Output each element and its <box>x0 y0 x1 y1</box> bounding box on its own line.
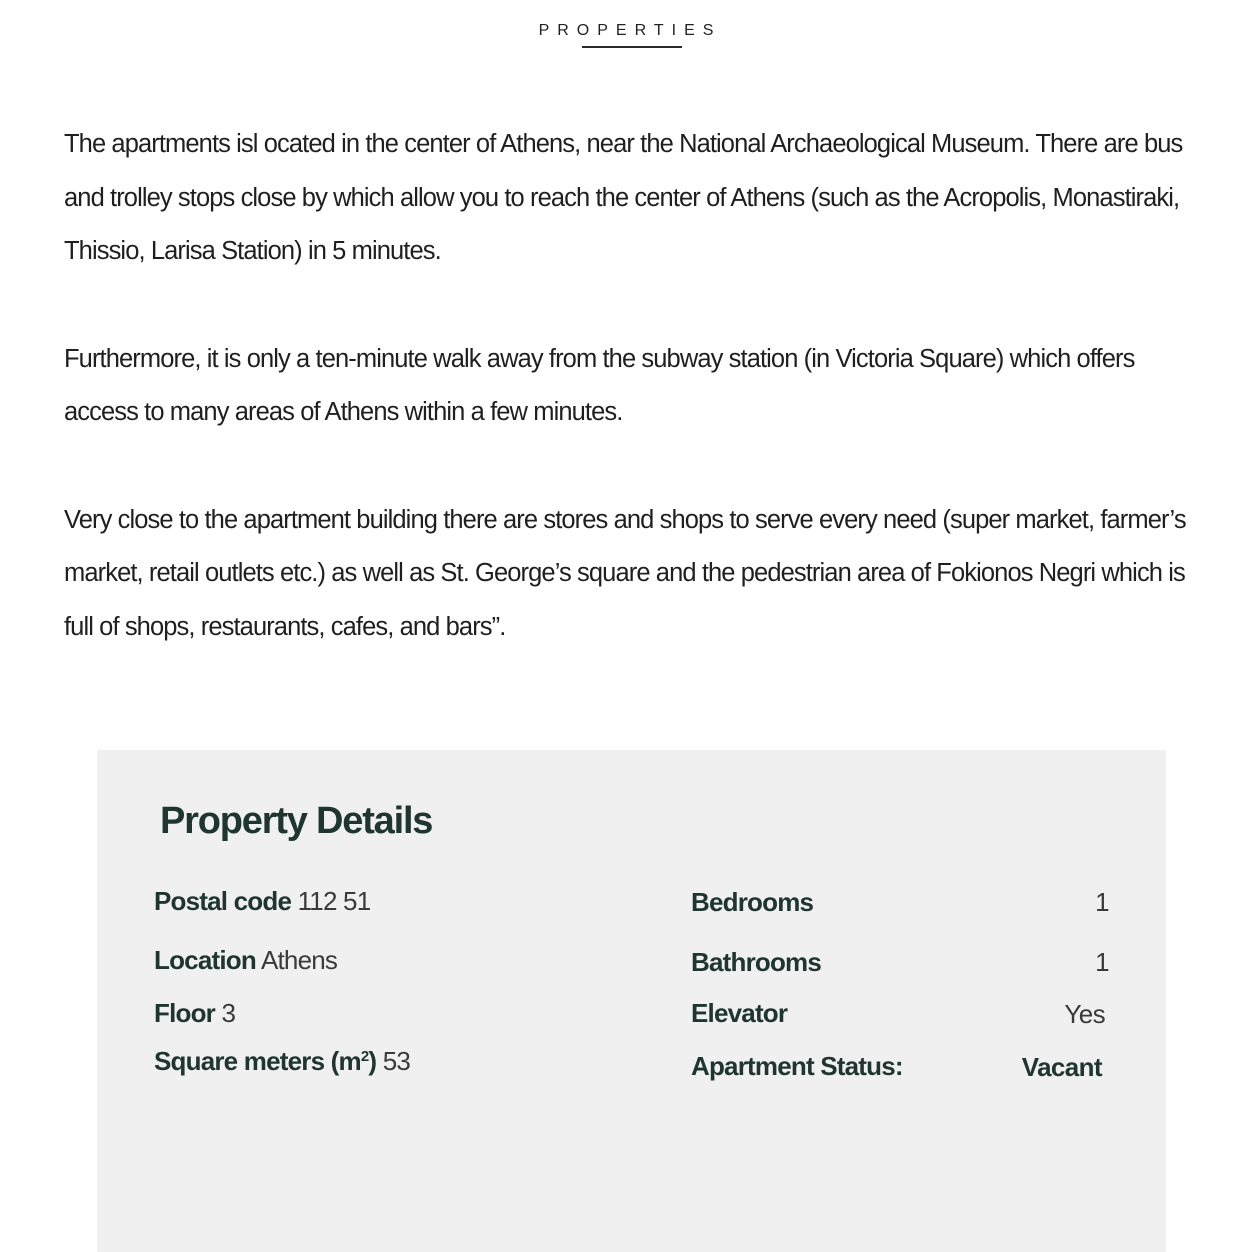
location-row <box>154 945 337 976</box>
postal-code-value: 112 51 <box>297 886 371 916</box>
floor-row <box>154 998 235 1029</box>
square-meters-label: Square meters $(m^2)$ <box>154 1046 377 1076</box>
floor-label: Floor <box>154 998 215 1028</box>
intro-paragraph-location: The apartments isl ocated in the center of Athens, near the National Archaeological Museum. There are bus and trolley stops close by which allow you to reach the center of Athens (such as the Acropolis, Monastiraki, Thissio, Larisa Station) in 5 minutes. <box>64 130 1183 265</box>
apartment-status-label: Apartment Status: <box>691 1051 903 1081</box>
bedrooms-row <box>691 887 813 918</box>
square-meters-superscript: 2 <box>360 1048 369 1065</box>
property-details-panel <box>97 750 1166 1252</box>
bedrooms-label: Bedrooms <box>691 887 814 917</box>
bathrooms-label: Bathrooms <box>691 947 822 977</box>
floor-value: 3 <box>221 998 236 1028</box>
location-value: Athens <box>260 945 338 975</box>
elevator-label: Elevator <box>691 998 788 1028</box>
property-details-title: Property Details <box>160 800 433 842</box>
title-divider <box>582 46 682 48</box>
intro-text <box>64 118 1194 708</box>
postal-code-label: Postal code <box>154 886 292 916</box>
page-header <box>0 22 1252 40</box>
bathrooms-row <box>691 947 821 978</box>
elevator-value: Yes <box>1064 999 1105 1029</box>
square-meters-value: 53 <box>382 1046 411 1076</box>
bathrooms-value: 1 <box>1095 947 1109 977</box>
location-label: Location <box>154 945 256 975</box>
bedrooms-value: 1 <box>1095 887 1109 917</box>
section-title: PROPERTIES <box>538 22 722 39</box>
intro-paragraph-subway: Furthermore, it is only a ten-minute walk away from the subway station (in Victoria Square) which offers access to many areas of Athens within a few minutes. <box>64 344 1135 426</box>
apartment-status-row <box>691 1051 903 1082</box>
intro-paragraph-shops: Very close to the apartment building there are stores and shops to serve every need (super market, farmer’s market, retail outlets etc.) as well as St. George’s square and the pedestrian area of Fokionos Negri which is full of shops, restaurants, cafes, and bars”. <box>64 505 1186 641</box>
elevator-row <box>691 998 787 1029</box>
square-meters-row <box>154 1046 410 1077</box>
apartment-status-value: Vacant <box>1021 1052 1102 1082</box>
postal-code-row <box>154 886 370 917</box>
